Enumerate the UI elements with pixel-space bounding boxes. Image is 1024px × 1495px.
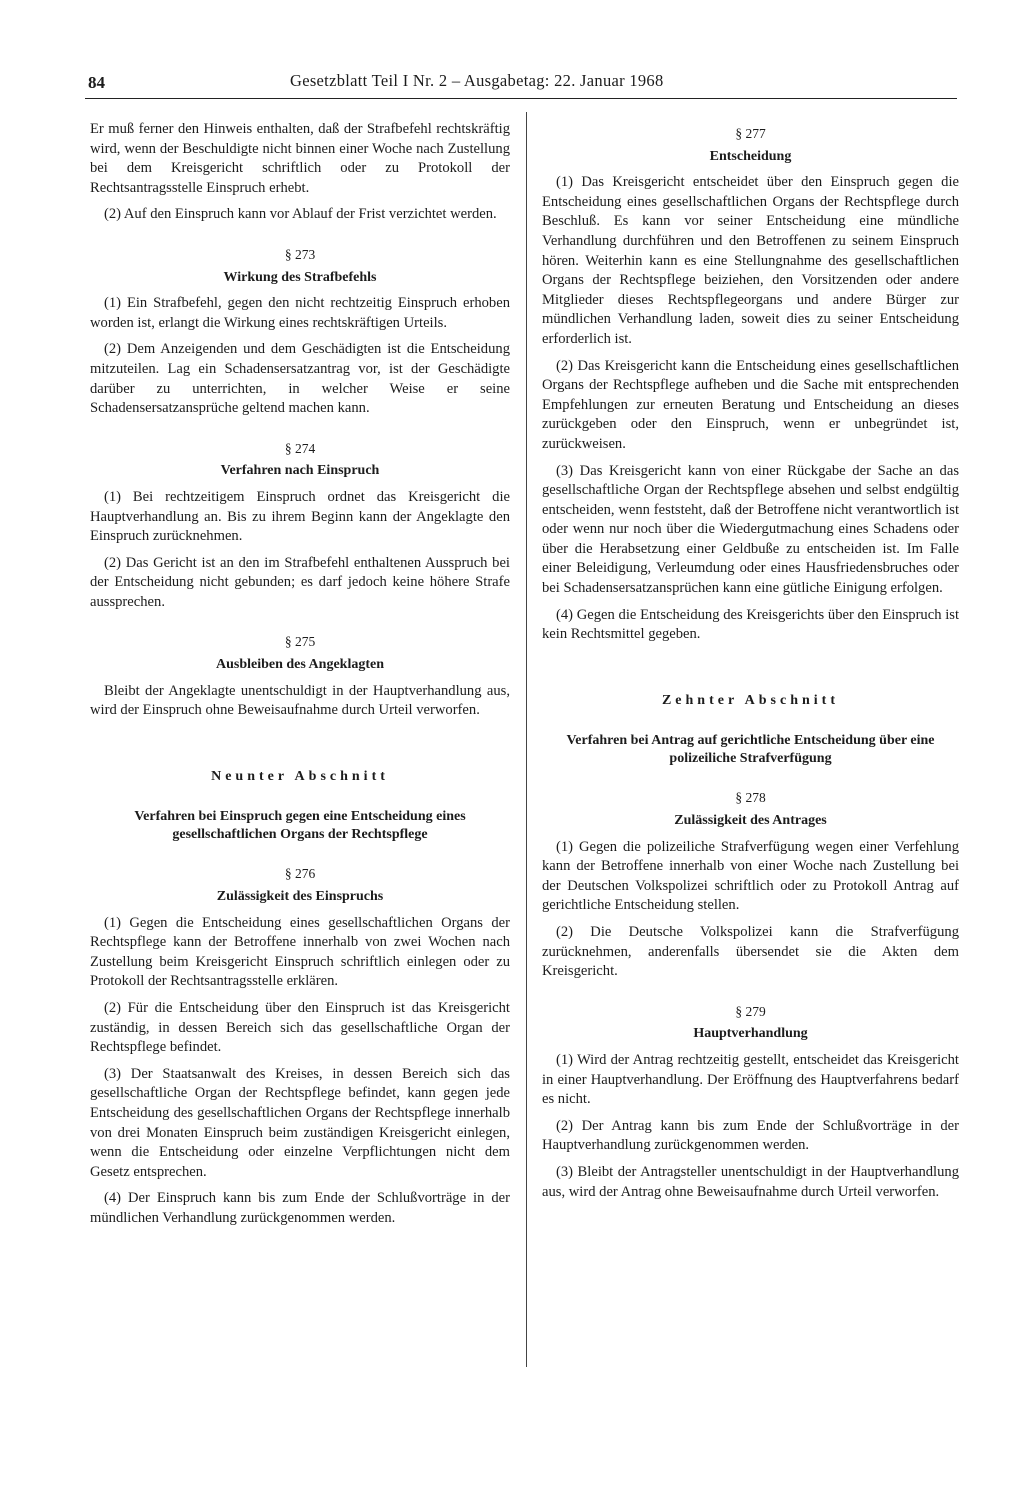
paragraph-277-2: (2) Das Kreisgericht kann die Entscheidung eines gesellschaftlichen Organs der Rechtspflege aufheben und die Sache mit entsprechenden Empfehlungen zur erneuten Beratung und Entscheidung an dieses zurückgeben oder den Einspruch, wenn er unbegründet ist, zurückweisen. — [542, 357, 959, 452]
paragraph-279-1: (1) Wird der Antrag rechtzeitig gestellt, entscheidet das Kreisgericht in einer Hauptverhandlung. Der Eröffnung des Hauptverfahrens bedarf es nicht. — [542, 1051, 959, 1108]
section-277-title: Entscheidung — [709, 148, 792, 164]
left-column — [90, 120, 510, 1236]
paragraph-273-2: (2) Dem Anzeigenden und dem Geschädigten ist die Entscheidung mitzuteilen. Lag ein Schadensersatzantrag vor, ist der Geschädigte darüber zu unterrichten, in welcher Weise er seine Schadensersatzansprüche geltend machen kann. — [90, 341, 510, 417]
section-278-number: § 278 — [735, 790, 766, 806]
section-277-number: § 277 — [735, 126, 766, 141]
paragraph-275-1: Bleibt der Angeklagte unentschuldigt in der Hauptverhandlung aus, wird der Einspruch ohne Beweisaufnahme durch Urteil verworfen. — [90, 682, 510, 719]
continuation-paragraph: Er muß ferner den Hinweis enthalten, daß der Strafbefehl rechtskräftig wird, wenn der Beschuldigte nicht binnen einer Woche nach Zustellung bei dem Kreisgericht schriftlich oder zu Protokoll der Rechtsantragsstelle Einspruch erhebt. — [90, 121, 510, 196]
section-279-title: Hauptverhandlung — [693, 1026, 808, 1042]
section-278-title: Zulässigkeit des Antrages — [674, 813, 827, 829]
paragraph-278-2: (2) Die Deutsche Volkspolizei kann die Strafverfügung zurücknehmen, anderenfalls übersendet sie die Akten dem Kreisgericht. — [542, 924, 959, 980]
paragraph-279-3: (3) Bleibt der Antragsteller unentschuldigt in der Hauptverhandlung aus, wird der Antrag ohne Beweisaufnahme durch Urteil verworfen. — [542, 1163, 959, 1200]
section-275-title: Ausbleiben des Angeklagten — [215, 657, 385, 673]
section-274-number: § 274 — [284, 440, 316, 456]
part-10-title: Verfahren bei Antrag auf gerichtliche Entscheidung über eine polizeiliche Strafverfügung — [566, 733, 935, 767]
paragraph-274-2: (2) Das Gericht ist an den im Strafbefehl enthaltenen Ausspruch bei der Entscheidung nicht gebunden; es darf jedoch keine höhere Strafe aussprechen. — [90, 554, 510, 610]
part-10-heading: Zehnter Abschnitt — [661, 692, 840, 708]
section-275-number: § 275 — [284, 634, 316, 650]
paragraph-277-4: (4) Gegen die Entscheidung des Kreisgerichts über den Einspruch ist kein Rechtsmittel gegeben. — [542, 606, 959, 643]
section-279-number: § 279 — [735, 1003, 766, 1019]
paragraph-272-2: (2) Auf den Einspruch kann vor Ablauf der Frist verzichtet werden. — [104, 206, 497, 223]
section-276-title: Zulässigkeit des Einspruchs — [216, 889, 384, 905]
paragraph-279-2: (2) Der Antrag kann bis zum Ende der Schlußvorträge in der Hauptverhandlung zurückgenommen werden. — [542, 1117, 959, 1154]
paragraph-276-4: (4) Der Einspruch kann bis zum Ende der Schlußvorträge in der mündlichen Verhandlung zurückgenommen werden. — [90, 1190, 510, 1226]
paragraph-276-1: (1) Gegen die Entscheidung eines gesellschaftlichen Organs der Rechtspflege kann der Betroffene innerhalb von zwei Wochen nach Zustellung beim Kreisgericht Einspruch schriftlich einlegen oder zu Protokoll der Rechtsantragsstelle erklären. — [90, 914, 510, 990]
section-273-title: Wirkung des Strafbefehls — [223, 269, 377, 285]
section-274-title: Verfahren nach Einspruch — [220, 463, 380, 479]
paragraph-276-2: (2) Für die Entscheidung über den Einspruch ist das Kreisgericht zuständig, in dessen Bereich sich das gesellschaftliche Organ der Rechtspflege befindet. — [90, 1000, 510, 1056]
paragraph-278-1: (1) Gegen die polizeiliche Strafverfügung wegen einer Verfehlung kann der Betroffene innerhalb von einer Woche nach Zustellung bei der Deutschen Volkspolizei schriftlich oder zu Protokoll Antrag auf gerichtliche Entscheidung stellen. — [542, 838, 959, 914]
part-9-heading: Neunter Abschnitt — [211, 768, 389, 784]
part-9-title: Verfahren bei Einspruch gegen eine Entscheidung eines gesellschaftlichen Organs der Rechtspflege — [134, 809, 466, 843]
column-divider — [526, 112, 527, 1367]
paragraph-276-3: (3) Der Staatsanwalt des Kreises, in dessen Bereich sich das gesellschaftliche Organ der Rechtspflege befindet, kann gegen jede Entscheidung des gesellschaftlichen Organs der Rechtspflege innerhalb von drei Monaten Einspruch beim zuständigen Kreisgericht einlegen, wenn die Entscheidung oder einzelne Verpflichtungen nicht dem Gesetz entsprechen. — [90, 1065, 510, 1180]
section-273-number: § 273 — [284, 246, 316, 262]
paragraph-274-1: (1) Bei rechtzeitigem Einspruch ordnet das Kreisgericht die Hauptverhandlung an. Bis zu ihrem Beginn kann der Angeklagte den Einspruch zurücknehmen. — [90, 488, 510, 545]
paragraph-277-1: (1) Das Kreisgericht entscheidet über den Einspruch gegen die Entscheidung eines gesellschaftlichen Organs der Rechtspflege durch Beschluß. Es kann vor seiner Entscheidung eine mündliche Verhandlung durchführen und den Betroffenen zu seinem Einspruch hören. Weiterhin kann es eine Stellungnahme des gesellschaftlichen Organs der Rechtspflege beiziehen, den Vorsitzenden oder andere Mitglieder dieses Rechtspflegeorgans und andere Bürger zur mündlichen Verhandlung laden, soweit dies zu seiner Entscheidung erforderlich ist. — [542, 174, 959, 347]
page-header — [85, 68, 957, 99]
paragraph-277-3: (3) Das Kreisgericht kann von einer Rückgabe der Sache an das gesellschaftliche Organ der Rechtspflege absehen und selbst endgültig entscheiden, wenn feststeht, daß der Betroffene nicht verantwortlich ist oder wenn nur noch über die Wiedergutmachung eines Schadens oder über die Herabsetzung einer Geldbuße zu entscheiden ist. Im Falle einer Beleidigung, Verleumdung oder eines Hausfriedensbruches oder bei Schadensersatzansprüchen kann eine gütliche Einigung erfolgen. — [542, 462, 959, 597]
section-276-number: § 276 — [284, 866, 316, 882]
page-number: 84 — [88, 73, 105, 92]
running-head: Gesetzblatt Teil I Nr. 2 – Ausgabetag: 22. Januar 1968 — [290, 71, 664, 90]
paragraph-273-1: (1) Ein Strafbefehl, gegen den nicht rechtzeitig Einspruch erhoben worden ist, erlangt die Wirkung eines rechtskräftigen Urteils. — [90, 295, 510, 331]
right-column — [542, 120, 959, 1209]
